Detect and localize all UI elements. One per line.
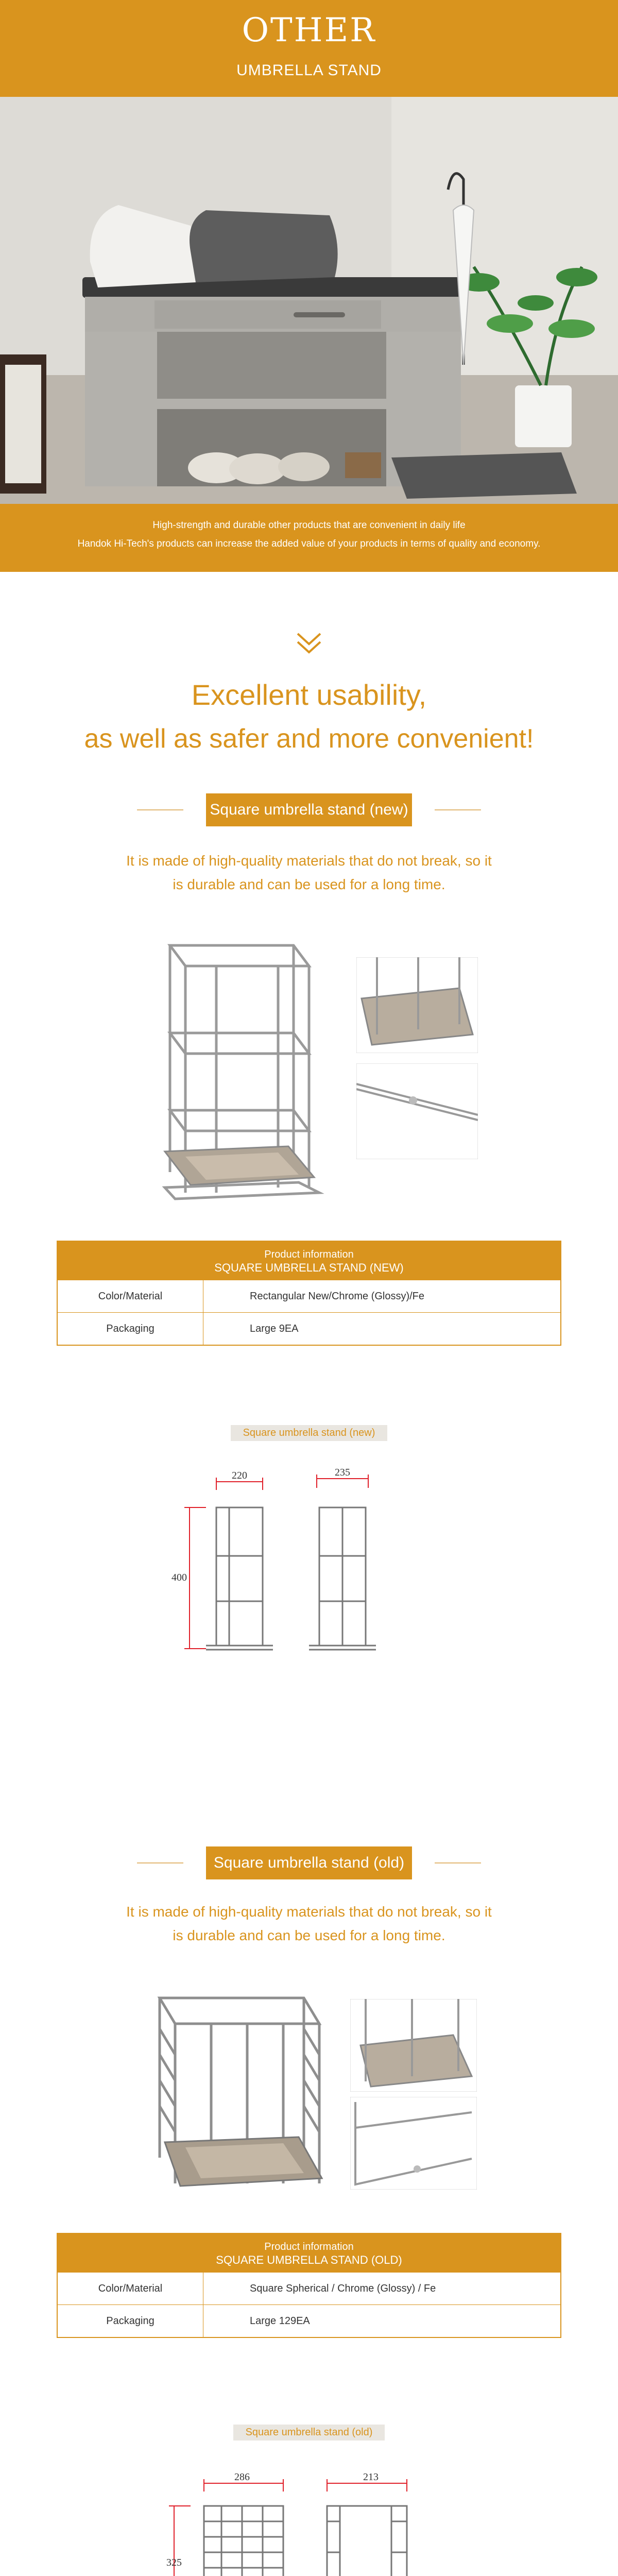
label-divider-left — [137, 809, 183, 810]
product-label-row-old — [0, 1846, 618, 1879]
product-info-title: Product information — [264, 2241, 354, 2252]
product-photo-old-detail-1 — [350, 1999, 477, 2092]
product-info-header — [58, 1242, 560, 1280]
table-row-key: Color/Material — [58, 2273, 203, 2304]
product-info-title: Product information — [264, 1249, 354, 1260]
product-photo-old-main — [149, 1988, 330, 2204]
table-row-key: Packaging — [58, 2305, 203, 2337]
table-row-value: Large 129EA — [250, 2315, 310, 2327]
dimension-width-side: 213 — [363, 2471, 379, 2483]
dimension-title-label: Square umbrella stand (new) — [231, 1425, 388, 1441]
label-divider-right — [435, 1862, 481, 1863]
product-description-old — [0, 1900, 618, 1947]
product-info-name: SQUARE UMBRELLA STAND (OLD) — [216, 2253, 402, 2266]
headline-line-1: Excellent usability, — [191, 679, 427, 711]
product-description-new — [0, 849, 618, 896]
dimension-height: 325 — [166, 2557, 182, 2568]
header-description — [0, 516, 618, 553]
product-info-table-old — [57, 2233, 561, 2338]
table-row-value: Rectangular New/Chrome (Glossy)/Fe — [250, 1290, 424, 1302]
dimension-drawing-old — [160, 2463, 427, 2576]
label-divider-right — [435, 809, 481, 810]
dimension-drawing-new — [165, 1463, 433, 1659]
dimension-title-new — [0, 1425, 618, 1441]
chevron-down-icon — [294, 628, 324, 658]
product-photo-new-detail-1 — [356, 957, 478, 1053]
page-subtitle: UMBRELLA STAND — [236, 62, 382, 79]
product-info-name: SQUARE UMBRELLA STAND (NEW) — [214, 1261, 404, 1274]
dimension-height: 400 — [171, 1572, 187, 1583]
table-row — [58, 1280, 560, 1312]
product-info-table-new — [57, 1241, 561, 1346]
label-divider-left — [137, 1862, 183, 1863]
hero-scene — [0, 97, 618, 504]
table-row — [58, 2272, 560, 2304]
dimension-width-side: 235 — [335, 1467, 350, 1478]
table-row-key: Color/Material — [58, 1280, 203, 1312]
headline-line-2: as well as safer and more convenient! — [84, 724, 534, 754]
dimension-title-old — [0, 2425, 618, 2441]
hero-image — [0, 97, 618, 504]
product-label-old: Square umbrella stand (old) — [206, 1846, 412, 1879]
header-description-line-2: Handok Hi-Tech's products can increase the added value of your products in terms of quality and economy. — [77, 538, 541, 549]
product-photo-new-main — [154, 935, 330, 1203]
product-info-header — [58, 2234, 560, 2272]
product-description-line-1: It is made of high-quality materials that do not break, so it — [126, 853, 492, 869]
dimension-width-front: 286 — [234, 2471, 250, 2483]
product-description-line-1: It is made of high-quality materials that do not break, so it — [126, 1904, 492, 1920]
dimension-width-front: 220 — [232, 1470, 247, 1481]
header-description-line-1: High-strength and durable other products that are convenient in daily life — [152, 520, 466, 531]
table-row — [58, 2304, 560, 2337]
table-row-value: Large 9EA — [250, 1323, 299, 1334]
page-title: OTHER — [242, 11, 376, 49]
table-row — [58, 1312, 560, 1345]
product-label-new: Square umbrella stand (new) — [206, 793, 412, 826]
table-row-key: Packaging — [58, 1313, 203, 1345]
product-photo-new-detail-2 — [356, 1063, 478, 1159]
product-photo-old-detail-2 — [350, 2097, 477, 2190]
product-description-line-2: is durable and can be used for a long time. — [173, 1927, 445, 1943]
dimension-title-label: Square umbrella stand (old) — [233, 2425, 385, 2441]
product-label-row-new — [0, 793, 618, 826]
table-row-value: Square Spherical / Chrome (Glossy) / Fe — [250, 2282, 436, 2294]
product-description-line-2: is durable and can be used for a long time. — [173, 876, 445, 892]
